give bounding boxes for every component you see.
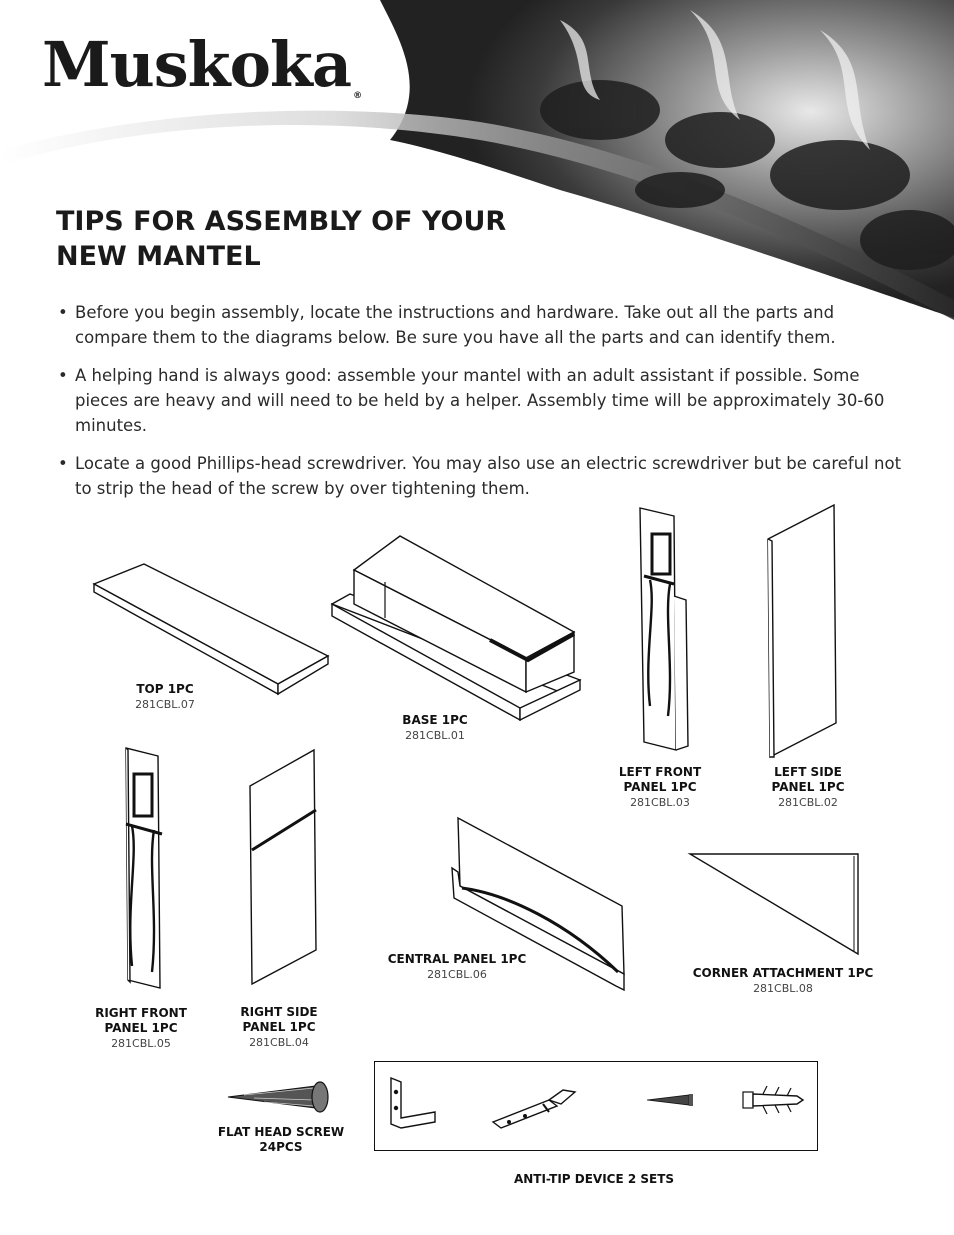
part-name: TOP 1PC: [136, 682, 194, 696]
right-side-panel-diagram: [246, 746, 318, 986]
part-name: CENTRAL PANEL 1PC: [387, 952, 527, 966]
corner-attachment-diagram: [686, 850, 862, 958]
left-front-label: [608, 765, 712, 810]
part-name: RIGHT FRONT PANEL 1PC: [95, 1006, 187, 1035]
part-name: FLAT HEAD SCREW 24PCS: [217, 1125, 345, 1154]
right-side-label: [226, 1005, 332, 1050]
tips-list: [58, 300, 908, 514]
anti-tip-label: [494, 1172, 694, 1187]
part-code: 281CBL.07: [135, 698, 195, 711]
part-code: 281CBL.08: [753, 982, 813, 995]
left-front-panel-diagram: [636, 506, 694, 752]
brand-logo: [42, 28, 361, 101]
logo-text: Muskoka: [42, 28, 352, 101]
page-title: TIPS FOR ASSEMBLY OF YOUR NEW MANTEL: [56, 206, 507, 272]
central-label: [382, 952, 532, 982]
anti-tip-bracket-icon: [385, 1076, 441, 1132]
corner-label: [690, 966, 876, 996]
tip-item: • A helping hand is always good: assemble your mantel with an adult assistant if possible. Some pieces are heavy and will need to be held by a helper. Assembly time will be approximately 30-60 minutes.: [58, 363, 908, 438]
part-name: RIGHT SIDE PANEL 1PC: [240, 1005, 318, 1034]
right-front-label: [88, 1006, 194, 1051]
anti-tip-hardware-box: [374, 1061, 818, 1151]
flat-head-screw-diagram: [224, 1080, 334, 1114]
part-code: 281CBL.04: [249, 1036, 309, 1049]
screw-label: [206, 1125, 356, 1155]
part-name: BASE 1PC: [402, 713, 468, 727]
part-code: 281CBL.02: [778, 796, 838, 809]
part-code: 281CBL.05: [111, 1037, 171, 1050]
registered-mark: ®: [353, 91, 362, 101]
part-name: CORNER ATTACHMENT 1PC: [692, 966, 874, 980]
anti-tip-wall-anchor-icon: [741, 1084, 807, 1116]
right-front-panel-diagram: [120, 746, 166, 990]
part-code: 281CBL.03: [630, 796, 690, 809]
part-name: ANTI-TIP DEVICE 2 SETS: [513, 1172, 675, 1186]
base-diagram: [330, 532, 590, 722]
base-label: [380, 713, 490, 743]
part-name: LEFT SIDE PANEL 1PC: [771, 765, 845, 794]
left-side-label: [756, 765, 860, 810]
top-label: [110, 682, 220, 712]
tip-item: • Locate a good Phillips-head screwdriver. You may also use an electric screwdriver but be careful not to strip the head of the screw by over tightening them.: [58, 451, 908, 501]
anti-tip-screw-icon: [645, 1092, 695, 1108]
part-code: 281CBL.06: [427, 968, 487, 981]
tip-item: • Before you begin assembly, locate the instructions and hardware. Take out all the parts and compare them to the diagrams below. Be sure you have all the parts and can identify them.: [58, 300, 908, 350]
anti-tip-strap-icon: [491, 1082, 581, 1132]
left-side-panel-diagram: [764, 503, 840, 759]
part-code: 281CBL.01: [405, 729, 465, 742]
part-name: LEFT FRONT PANEL 1PC: [618, 765, 702, 794]
